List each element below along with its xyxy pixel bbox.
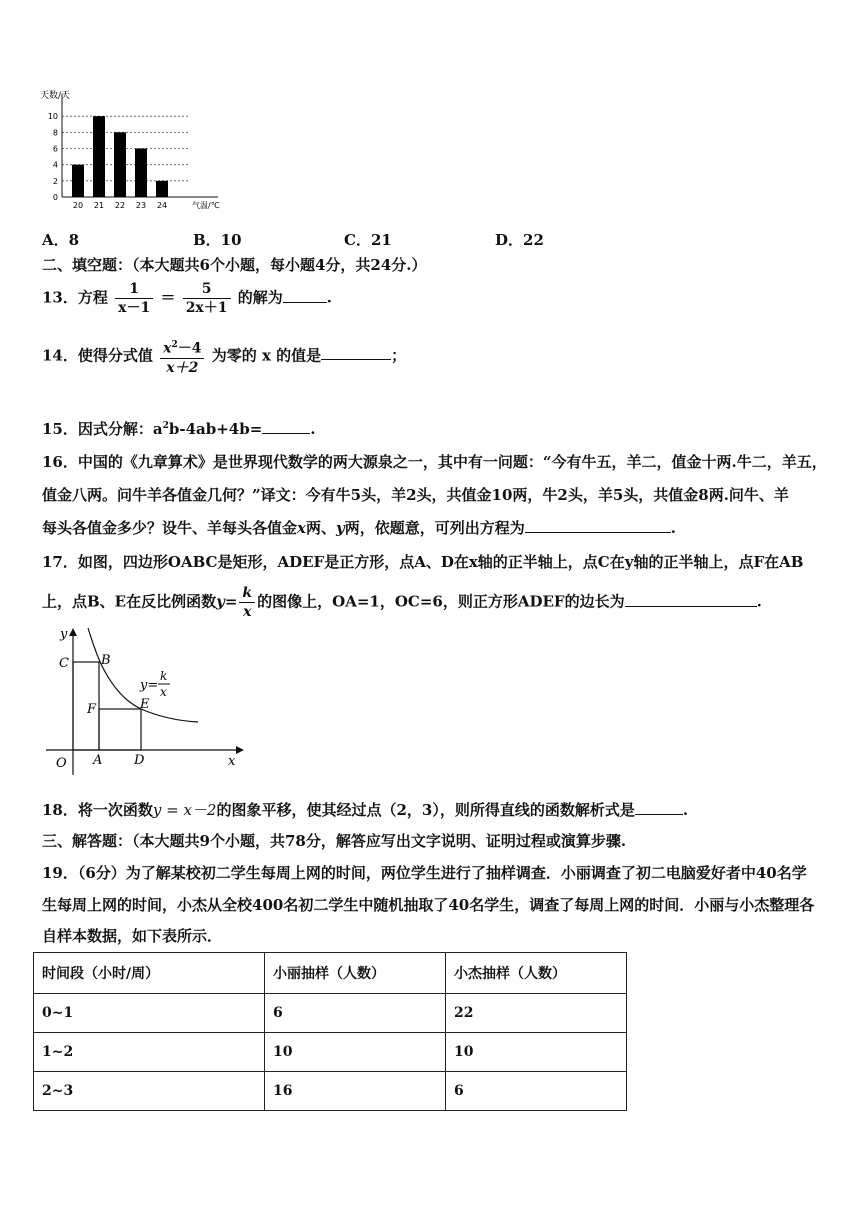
q16-var-y: y bbox=[335, 519, 345, 537]
q15-expr-exp: 2 bbox=[162, 421, 169, 431]
q16-line-2: 值金八两。问牛羊各值金几何？”译文：今有牛5头，羊2头，共值金10两，牛2头，羊5头，共值金8两.问牛、羊 bbox=[42, 486, 789, 504]
q14-num-base: x bbox=[163, 340, 172, 357]
q16-line3-a: 每头各值金多少？设牛、羊每头各值金 bbox=[42, 519, 298, 537]
choice-c[interactable]: C．21 bbox=[344, 231, 392, 249]
q16-line-3 bbox=[42, 518, 676, 538]
y-tick-label: 10 bbox=[47, 112, 58, 122]
y-tick-label: 2 bbox=[52, 176, 58, 186]
curve-label-y: y= bbox=[140, 678, 159, 693]
label-c: C bbox=[59, 656, 69, 671]
table-cell: 6 bbox=[446, 1072, 627, 1111]
label-o: O bbox=[56, 756, 67, 771]
q14-den: x＋2 bbox=[166, 359, 199, 376]
y-tick-label: 8 bbox=[52, 128, 58, 138]
label-x: x bbox=[228, 754, 236, 769]
q13-frac1-num: 1 bbox=[115, 280, 153, 299]
q15-expr-a: a bbox=[152, 420, 163, 438]
label-b: B bbox=[101, 653, 111, 668]
bar bbox=[93, 116, 105, 197]
q14-prefix: 14．使得分式值 bbox=[42, 346, 153, 365]
q14-num-exp: 2 bbox=[171, 340, 178, 350]
y-tick-label: 4 bbox=[52, 160, 58, 170]
q15-expr-rest: b-4ab+4b= bbox=[168, 420, 263, 438]
table-header-cell: 时间段（小时/周） bbox=[34, 953, 265, 994]
y-axis-arrow-icon bbox=[69, 628, 77, 636]
q13-suffix: 的解为 bbox=[237, 288, 283, 307]
q16-line-1: 16．中国的《九章算术》是世界现代数学的两大源泉之一，其中有一问题：“今有牛五，羊二，值金十两.牛二，羊五， bbox=[42, 453, 827, 471]
q18-suffix: 的图象平移，使其经过点（2，3），则所得直线的函数解析式是 bbox=[216, 801, 635, 819]
q13-frac1-den: x－1 bbox=[118, 300, 151, 316]
y-axis-label: 天数/天 bbox=[40, 91, 71, 101]
q17-func-frac bbox=[239, 584, 255, 621]
question-13 bbox=[42, 280, 332, 317]
question-14 bbox=[42, 336, 406, 377]
q17-line2-a: 上，点B、E在反比例函数 bbox=[42, 592, 217, 611]
x-axis-label: 气温/℃ bbox=[192, 201, 220, 210]
q18-answer-blank[interactable] bbox=[635, 800, 683, 815]
label-f: F bbox=[87, 702, 97, 717]
q14-fraction bbox=[160, 336, 204, 377]
q14-suffix: 为零的 x 的值是 bbox=[211, 346, 322, 365]
q15-prefix: 15．因式分解： bbox=[42, 420, 153, 438]
q17-func-den: x bbox=[243, 604, 252, 620]
q14-answer-blank[interactable] bbox=[321, 345, 391, 360]
q16-var-x: x bbox=[297, 519, 306, 537]
q16-line3-b: 两、 bbox=[305, 519, 336, 537]
q17-end: . bbox=[756, 592, 762, 611]
choice-d[interactable]: D．22 bbox=[495, 231, 544, 249]
bar bbox=[156, 181, 168, 197]
data-table bbox=[33, 952, 627, 1111]
table-cell: 10 bbox=[446, 1033, 627, 1072]
table-cell: 6 bbox=[265, 994, 446, 1033]
x-tick-label: 23 bbox=[135, 201, 147, 210]
q13-prefix: 13．方程 bbox=[42, 288, 108, 307]
table-header-row bbox=[34, 953, 627, 994]
table-cell: 22 bbox=[446, 994, 627, 1033]
label-y: y bbox=[60, 627, 68, 642]
q15-answer-blank[interactable] bbox=[262, 419, 310, 434]
q16-answer-blank[interactable] bbox=[525, 518, 671, 533]
curve-label-x: x bbox=[160, 685, 167, 699]
q15-end: . bbox=[310, 420, 316, 438]
q19-line-3: 自样本数据，如下表所示． bbox=[42, 927, 223, 945]
table-row bbox=[34, 994, 627, 1033]
q17-line2-b: 的图像上，OA=1，OC=6，则正方形ADEF的边长为 bbox=[257, 592, 625, 611]
table-header-cell: 小杰抽样（人数） bbox=[446, 953, 627, 994]
q13-fraction-1 bbox=[115, 280, 153, 317]
q17-answer-blank[interactable] bbox=[625, 592, 757, 607]
table-row bbox=[34, 1033, 627, 1072]
q17-figure bbox=[40, 620, 250, 780]
bar bbox=[135, 149, 147, 198]
q14-num-rest: －4 bbox=[177, 340, 202, 357]
y-tick-label: 0 bbox=[52, 193, 58, 202]
label-a: A bbox=[93, 753, 103, 768]
table-cell: 0~1 bbox=[34, 994, 265, 1033]
label-e: E bbox=[140, 697, 150, 712]
curve-label-k: k bbox=[160, 669, 168, 683]
q13-frac2-num: 5 bbox=[183, 280, 231, 299]
table-cell: 16 bbox=[265, 1072, 446, 1111]
section2-heading: 二、填空题：（本大题共6个小题，每小题4分，共24分.） bbox=[42, 256, 427, 274]
table-cell: 2~3 bbox=[34, 1072, 265, 1111]
q17-func-num: k bbox=[242, 585, 253, 601]
q16-line3-c: 两，依题意，可列出方程为 bbox=[344, 519, 525, 537]
q17-func-eq: = bbox=[224, 592, 238, 611]
square-adef bbox=[99, 709, 141, 750]
q16-end: . bbox=[670, 519, 676, 537]
bar bbox=[72, 165, 84, 197]
label-d: D bbox=[134, 753, 145, 768]
q13-answer-blank[interactable] bbox=[283, 288, 327, 303]
q17-func-y: y bbox=[216, 592, 225, 611]
table-row bbox=[34, 1072, 627, 1111]
q18-func: y = x－2 bbox=[152, 801, 217, 819]
question-18 bbox=[42, 800, 688, 820]
q18-prefix: 18．将一次函数 bbox=[42, 801, 153, 819]
q13-end: . bbox=[326, 288, 333, 307]
x-tick-label: 22 bbox=[114, 201, 126, 210]
choice-b[interactable]: B．10 bbox=[193, 231, 242, 249]
q17-line-2 bbox=[42, 584, 762, 621]
y-tick-label: 6 bbox=[52, 144, 58, 154]
q13-equals: ＝ bbox=[160, 288, 176, 307]
q17-line-1: 17．如图，四边形OABC是矩形，ADEF是正方形，点A、D在x轴的正半轴上，点C在y轴的正半轴上，点F在AB bbox=[42, 553, 804, 571]
q13-fraction-2 bbox=[183, 280, 231, 317]
table-cell: 10 bbox=[265, 1033, 446, 1072]
q19-line-1: 19．（6分）为了解某校初二学生每周上网的时间，两位学生进行了抽样调查．小丽调查了初二电脑爱好者中40名学 bbox=[42, 864, 807, 882]
bar bbox=[114, 132, 126, 197]
q14-end: ； bbox=[391, 346, 407, 365]
x-tick-label: 20 bbox=[72, 201, 84, 210]
table-cell: 1~2 bbox=[34, 1033, 265, 1072]
question-15 bbox=[42, 416, 316, 439]
x-axis-arrow-icon bbox=[236, 746, 244, 754]
choice-a[interactable]: A．8 bbox=[42, 231, 80, 249]
table-header-cell: 小丽抽样（人数） bbox=[265, 953, 446, 994]
x-tick-label: 24 bbox=[156, 201, 168, 210]
section3-heading: 三、解答题：（本大题共9个小题，共78分，解答应写出文字说明、证明过程或演算步骤. bbox=[42, 832, 627, 850]
bar-chart bbox=[30, 86, 230, 216]
q13-frac2-den: 2x＋1 bbox=[185, 300, 228, 316]
q19-line-2: 生每周上网的时间，小杰从全校400名初二学生中随机抽取了40名学生，调查了每周上网的时间．小丽与小杰整理各 bbox=[42, 896, 815, 914]
x-tick-label: 21 bbox=[93, 201, 105, 210]
q18-end: . bbox=[682, 801, 689, 819]
